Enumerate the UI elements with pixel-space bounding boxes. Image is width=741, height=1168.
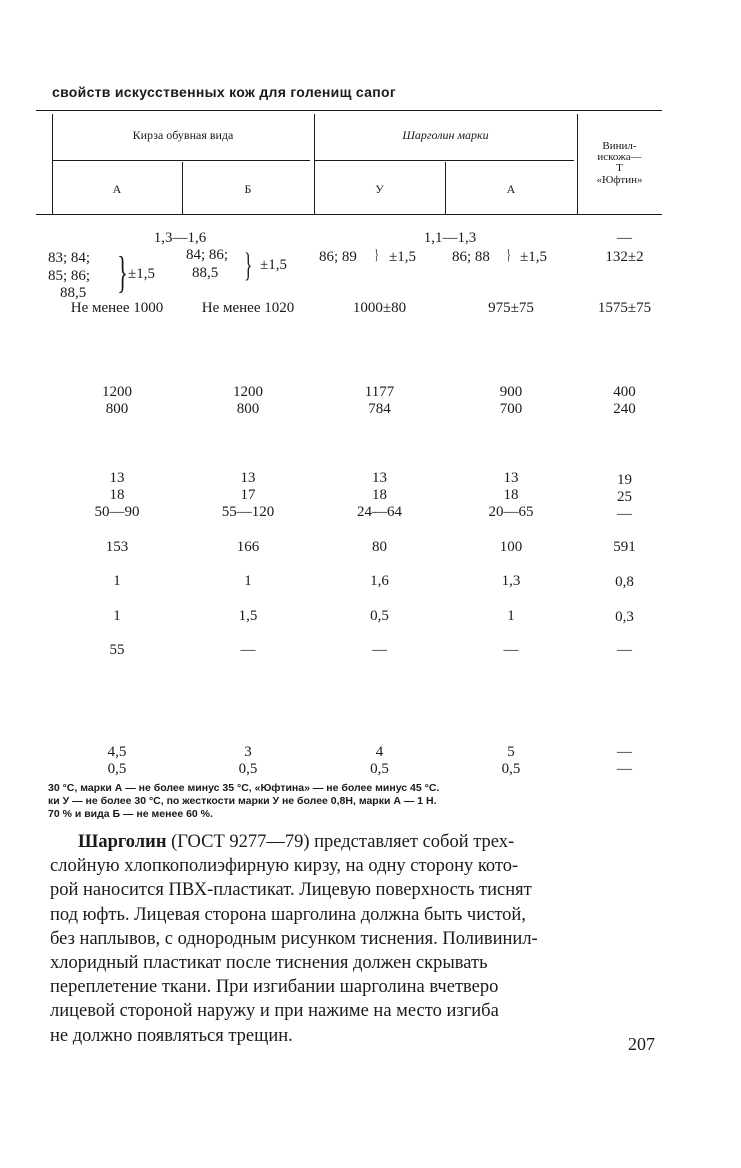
row1-kirza-top: 1,3—1,6 <box>153 230 207 246</box>
row9-vinil-1: — <box>617 744 632 760</box>
header-sharg-a: А <box>506 182 516 196</box>
row5-vinil: 591 <box>613 539 636 555</box>
row1-sharg-top: 1,1—1,3 <box>423 230 477 246</box>
row2-kirza-b: Не менее 1020 <box>201 300 295 316</box>
row4-kirza-b-1: 13 <box>240 470 256 486</box>
header-sharg-u: У <box>375 182 384 196</box>
row1-kirza-a-l1: 83; 84; <box>48 250 91 266</box>
row3-kirza-a-1: 1200 <box>102 384 132 400</box>
paragraph-line-8: лицевой стороной наружу и при нажиме на место изгиба <box>50 1001 499 1022</box>
row3-sharg-a-1: 900 <box>499 384 523 400</box>
row6-sharg-a: 1,3 <box>501 573 521 589</box>
paragraph-line-2: слойную хлопкополиэфирную кирзу, на одну сторону кото- <box>50 856 519 877</box>
row1-sharg-a-brace: } <box>506 247 511 263</box>
paragraph-line-7: переплетение ткани. При изгибании шарголина вчетверо <box>50 977 499 998</box>
row1-kirza-b-l2: 88,5 <box>192 265 219 281</box>
paragraph-line-1-text: (ГОСТ 9277—79) представляет собой трех- <box>166 832 515 852</box>
row8-vinil: — <box>617 642 632 658</box>
row8-sharg-u: — <box>372 642 387 658</box>
page-number: 207 <box>628 1034 655 1054</box>
row6-vinil: 0,8 <box>615 574 634 590</box>
footnote-line-2: ки У — не более 30 °С, по жесткости марки У не более 0,8Н, марки А — 1 Н. <box>48 795 437 807</box>
row9-sharg-a-2: 0,5 <box>501 761 521 777</box>
row7-kirza-a: 1 <box>113 608 121 624</box>
header-vinil-l3: Т <box>616 162 623 174</box>
row3-sharg-a-2: 700 <box>499 401 523 417</box>
row4-sharg-u-1: 13 <box>372 470 387 486</box>
row4-vinil-3: — <box>617 506 632 522</box>
row8-kirza-b: — <box>240 642 256 658</box>
row3-sharg-u-1: 1177 <box>364 384 395 400</box>
row4-sharg-a-3: 20—65 <box>488 504 534 520</box>
header-vinil-l1: Винил- <box>602 140 637 152</box>
paragraph-line-4: под юфть. Лицевая сторона шарголина должна быть чистой, <box>50 904 526 925</box>
row4-sharg-u-3: 24—64 <box>357 504 402 520</box>
row6-sharg-u: 1,6 <box>370 573 389 589</box>
row4-kirza-b-3: 55—120 <box>221 504 275 520</box>
row8-kirza-a: 55 <box>109 642 125 658</box>
row2-vinil: 1575±75 <box>597 300 652 316</box>
row1-sharg-a: 86; 88 <box>452 249 490 265</box>
paragraph-line-9: не должно появляться трещин. <box>50 1025 293 1046</box>
header-kirza-b: Б <box>244 182 252 196</box>
row5-sharg-u: 80 <box>372 539 387 555</box>
row1-kirza-b-l1: 84; 86; <box>186 247 229 263</box>
header-sharg-group: Шарголин марки <box>402 128 489 142</box>
row9-sharg-u-2: 0,5 <box>370 761 389 777</box>
row4-sharg-a-1: 13 <box>503 470 519 486</box>
row1-sharg-u-tol: ±1,5 <box>389 249 416 265</box>
paragraph-line-6: хлоридный пластикат после тиснения должен скрывать <box>50 953 488 974</box>
row1-kirza-a-l3: 88,5 <box>60 285 87 301</box>
row1-sharg-u-brace: } <box>374 247 379 263</box>
group-sub-rule-kirza <box>52 160 310 161</box>
row3-kirza-b-1: 1200 <box>233 384 263 400</box>
row9-kirza-b-1: 3 <box>244 744 252 760</box>
row4-kirza-a-3: 50—90 <box>94 504 140 520</box>
footnote-line-1: 30 °С, марки А — не более минус 35 °С, «Юфтина» — не более минус 45 °С. <box>48 782 440 794</box>
row9-sharg-u-1: 4 <box>375 744 384 760</box>
row1-sharg-a-tol: ±1,5 <box>520 249 547 265</box>
row9-sharg-a-1: 5 <box>507 744 515 760</box>
row3-vinil-1: 400 <box>613 384 636 400</box>
row1-kirza-a-tol: ±1,5 <box>128 266 155 282</box>
row1-kirza-a-brace: } <box>117 248 128 297</box>
row1-kirza-b-brace: } <box>244 247 253 284</box>
row4-vinil-2: 25 <box>617 489 632 505</box>
header-kirza-group: Кирза обувная вида <box>132 128 234 142</box>
row7-vinil: 0,3 <box>615 609 634 625</box>
row5-sharg-a: 100 <box>499 539 523 555</box>
row1-sharg-u: 86; 89 <box>319 249 357 265</box>
row1-kirza-a-l2: 85; 86; <box>48 268 91 284</box>
header-vinil-l4: «Юфтин» <box>596 174 643 186</box>
paragraph-line-3: рой наносится ПВХ-пластикат. Лицевую поверхность тиснят <box>50 880 532 901</box>
row1-kirza-b-tol: ±1,5 <box>260 257 287 273</box>
row7-kirza-b: 1,5 <box>238 608 258 624</box>
row4-sharg-a-2: 18 <box>503 487 519 503</box>
row5-kirza-a: 153 <box>105 539 129 555</box>
row9-vinil-2: — <box>617 761 632 777</box>
row8-sharg-a: — <box>503 642 519 658</box>
row6-kirza-a: 1 <box>113 573 121 589</box>
table-title: свойств искусственных кож для голенищ сапог <box>52 84 396 100</box>
row1-vinil: 132±2 <box>605 249 644 265</box>
row3-kirza-b-2: 800 <box>236 401 260 417</box>
row4-vinil-1: 19 <box>617 472 632 488</box>
row4-kirza-a-2: 18 <box>109 487 125 503</box>
paragraph-line-5: без наплывов, с однородным рисунком тиснения. Поливинил- <box>50 928 538 949</box>
row3-vinil-2: 240 <box>613 401 636 417</box>
header-kirza-a: А <box>112 182 122 196</box>
row7-sharg-u: 0,5 <box>370 608 389 624</box>
row4-sharg-u-2: 18 <box>372 487 387 503</box>
paragraph-line-1 <box>50 830 655 854</box>
row9-kirza-a-1: 4,5 <box>107 744 127 760</box>
row4-kirza-b-2: 17 <box>240 487 256 503</box>
body-paragraph <box>50 830 655 1048</box>
header-vinil-l2: искожа— <box>597 151 642 163</box>
row9-kirza-a-2: 0,5 <box>107 761 127 777</box>
row9-kirza-b-2: 0,5 <box>238 761 258 777</box>
row7-sharg-a: 1 <box>507 608 515 624</box>
row3-sharg-u-2: 784 <box>368 401 391 417</box>
row2-kirza-a: Не менее 1000 <box>70 300 164 316</box>
row3-kirza-a-2: 800 <box>105 401 129 417</box>
row5-kirza-b: 166 <box>236 539 260 555</box>
row4-kirza-a-1: 13 <box>109 470 125 486</box>
header-bottom-rule <box>36 214 662 215</box>
footnote-line-3: 70 % и вида Б — не менее 60 %. <box>48 808 213 820</box>
row1-vinil-top: — <box>617 230 632 246</box>
row2-sharg-a: 975±75 <box>488 300 534 316</box>
row6-kirza-b: 1 <box>244 573 252 589</box>
paragraph-term: Шарголин <box>78 832 167 852</box>
group-sub-rule-sharg <box>314 160 574 161</box>
table-top-rule <box>36 110 662 111</box>
row2-sharg-u: 1000±80 <box>352 300 407 316</box>
